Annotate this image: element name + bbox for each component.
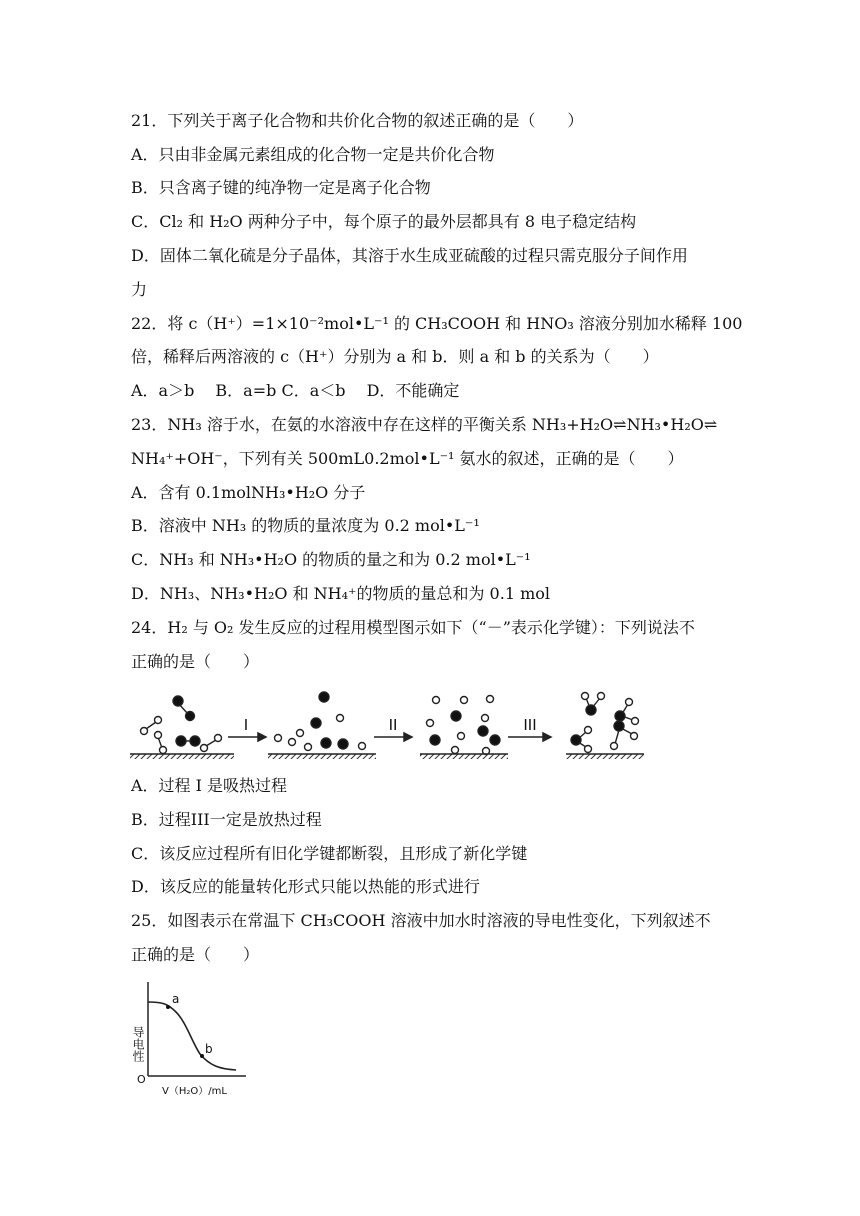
point-b-label: b: [205, 1042, 213, 1056]
q24-stem-line2: 正确的是（ ）: [131, 652, 260, 671]
point-a-marker: [166, 1005, 170, 1009]
q23-option-c: C．NH₃ 和 NH₃•H₂O 的物质的量之和为 0.2 mol•L⁻¹: [131, 550, 531, 569]
step-label-3: III: [523, 716, 537, 734]
q21-option-a: A．只由非金属元素组成的化合物一定是共价化合物: [131, 145, 495, 164]
q24-option-b: B．过程III一定是放热过程: [131, 810, 322, 829]
q23-stem-line2: NH₄⁺+OH⁻，下列有关 500mL0.2mol•L⁻¹ 氨水的叙述，正确的是（ ）: [131, 449, 684, 468]
q21-stem: 21．下列关于离子化合物和共价化合物的叙述正确的是（ ）: [131, 111, 584, 130]
q21-option-d: D．固体二氧化硫是分子晶体，其溶于水生成亚硫酸的过程只需克服分子间作用: [131, 246, 688, 265]
stage2-atoms: [275, 692, 366, 751]
arrow-1-head: [258, 733, 266, 741]
arrow-3-head: [543, 733, 551, 741]
point-a-label: a: [172, 992, 180, 1006]
q22-stem-line2: 倍，稀释后两溶液的 c（H⁺）分别为 a 和 b．则 a 和 b 的关系为（ ）: [131, 347, 659, 366]
q23-option-a: A．含有 0.1molNH₃•H₂O 分子: [131, 483, 366, 502]
stage1-molecules: [141, 696, 222, 754]
q25-stem-line2: 正确的是（ ）: [131, 945, 260, 964]
q23-option-b: B．溶液中 NH₃ 的物质的量浓度为 0.2 mol•L⁻¹: [131, 516, 480, 535]
q21-option-d-cont: 力: [131, 280, 148, 299]
q22-stem-line1: 22．将 c（H⁺）=1×10⁻²mol•L⁻¹ 的 CH₃COOH 和 HNO₃ 溶液分别加水稀释 100: [131, 314, 743, 333]
q23-option-d: D．NH₃、NH₃•H₂O 和 NH₄⁺的物质的量总和为 0.1 mol: [131, 584, 551, 603]
q21-option-b: B．只含离子键的纯净物一定是离子化合物: [131, 178, 431, 197]
conductivity-graph: [128, 980, 263, 1100]
q22-options: A．a＞b B．a=b C．a＜b D．不能确定: [131, 381, 460, 400]
step-label-1: I: [243, 716, 249, 734]
q24-option-d: D．该反应的能量转化形式只能以热能的形式进行: [131, 877, 480, 896]
q24-option-c: C．该反应过程所有旧化学键都断裂，且形成了新化学键: [131, 844, 528, 863]
q25-stem-line1: 25．如图表示在常温下 CH₃COOH 溶液中加水时溶液的导电性变化，下列叙述不: [131, 911, 711, 930]
q24-option-a: A．过程 I 是吸热过程: [131, 776, 288, 795]
point-b-marker: [200, 1054, 204, 1058]
stage3-atoms: [427, 696, 501, 755]
conductivity-curve: [148, 1002, 236, 1070]
surfaces: [130, 754, 644, 759]
arrow-2-head: [404, 733, 412, 741]
q23-stem-line1: 23．NH₃ 溶于水，在氨的水溶液中存在这样的平衡关系 NH₃+H₂O⇌NH₃•H₂O⇌: [131, 415, 718, 434]
x-axis-label: V（H₂O）/mL: [162, 1086, 227, 1097]
reaction-model-diagram: [128, 682, 648, 772]
q21-option-c: C．Cl₂ 和 H₂O 两种分子中，每个原子的最外层都具有 8 电子稳定结构: [131, 212, 637, 231]
origin-label: O: [137, 1073, 146, 1086]
q24-stem-line1: 24．H₂ 与 O₂ 发生反应的过程用模型图示如下（“－”表示化学键）：下列说法不: [131, 618, 695, 637]
stage4-water-molecules: [571, 693, 639, 753]
y-axis-label: 导电性: [131, 1026, 145, 1062]
step-label-2: II: [388, 716, 398, 734]
